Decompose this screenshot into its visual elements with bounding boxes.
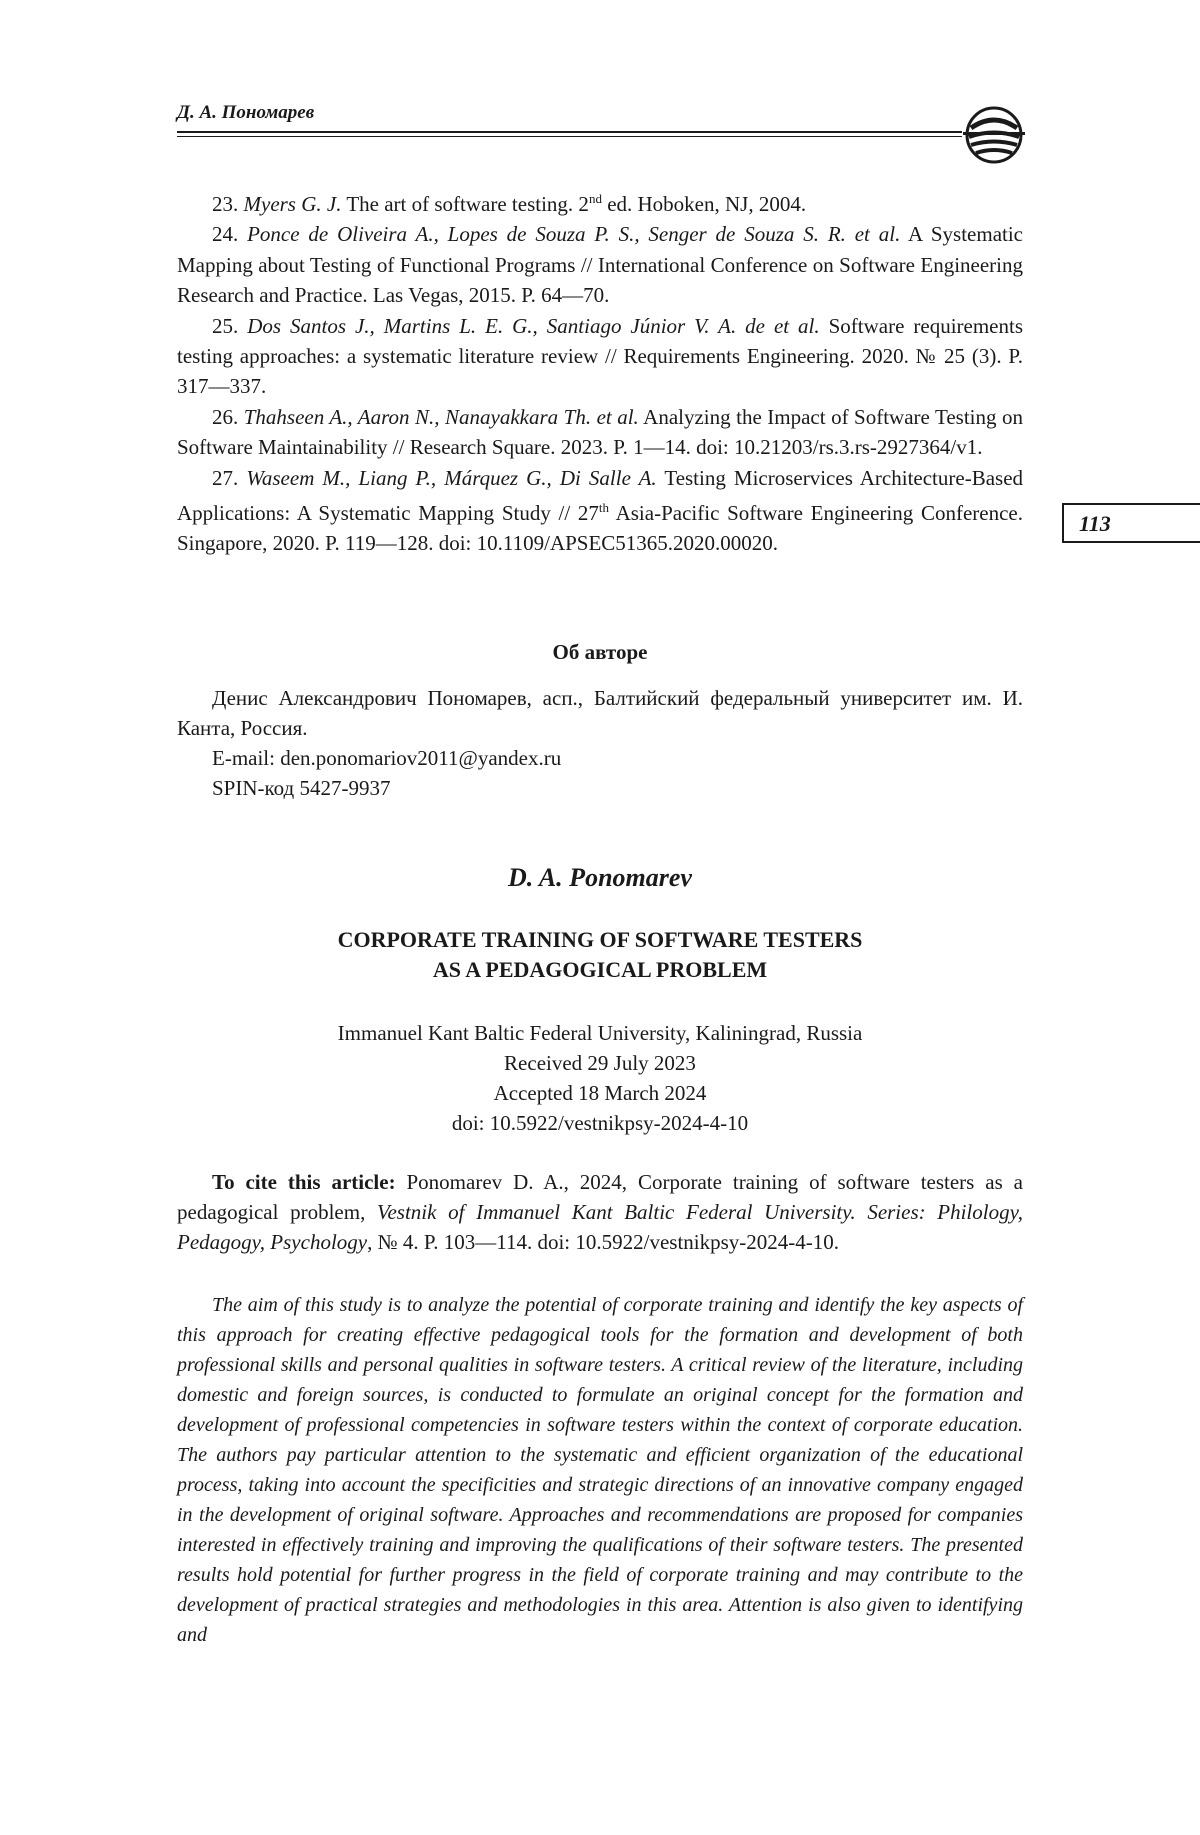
reference-text: Software requirements testing approaches: a systematic literature review // Requirements Engineering. 2020. № 25 (3). P. 317—337. bbox=[177, 313, 1024, 399]
page-number-box bbox=[1062, 503, 1200, 543]
reference-text-continued: Asia-Pacific Software Engineering Conference. Singapore, 2020. P. 119—128. doi: 10.1109/APSEC51365.2020.00020. bbox=[177, 501, 1023, 556]
reference-authors: Dos Santos J., Martins L. E. G., Santiago Júnior V. A. de et al. bbox=[247, 313, 820, 338]
reference-text: Testing Microservices Architecture-Based Applications: A Systematic Mapping Study // 27 bbox=[177, 465, 1024, 526]
header-rule-thick bbox=[177, 131, 962, 133]
reference-text: Analyzing the Impact of Software Testing on Software Maintainability // Research Square. 2023. P. 1—14. doi: 10.21203/rs.3.rs-2927364/v1. bbox=[177, 404, 1023, 460]
received-date: Received 29 July 2023 bbox=[504, 1051, 696, 1075]
article-meta bbox=[177, 1018, 1023, 1138]
reference-item bbox=[177, 311, 1023, 402]
citation-journal: Vestnik of Immanuel Kant Baltic Federal University. Series: Philology, Pedagogy, Psychology bbox=[177, 1200, 1024, 1254]
reference-list bbox=[177, 184, 1023, 559]
reference-authors: Thahseen A., Aaron N., Nanayakkara Th. et al. bbox=[243, 404, 639, 429]
about-author-heading: Об авторе bbox=[552, 640, 648, 664]
reference-authors: Myers G. J. bbox=[243, 192, 342, 216]
header-rule-thin bbox=[177, 136, 962, 137]
journal-logo-icon bbox=[963, 104, 1025, 166]
accepted-date: Accepted 18 March 2024 bbox=[493, 1081, 707, 1105]
citation bbox=[177, 1167, 1023, 1257]
reference-item bbox=[177, 184, 1023, 219]
about-author-body bbox=[177, 683, 1023, 803]
running-header bbox=[177, 102, 962, 136]
english-title bbox=[177, 925, 1023, 985]
citation-text-2: , № 4. P. 103—114. doi: 10.5922/vestnikpsy-2024-4-10. bbox=[367, 1230, 840, 1254]
reference-superscript: th bbox=[598, 500, 610, 516]
reference-item bbox=[177, 463, 1023, 559]
author-email: E-mail: den.ponomariov2011@yandex.ru bbox=[212, 746, 562, 770]
affiliation: Immanuel Kant Baltic Federal University, Kaliningrad, Russia bbox=[337, 1021, 863, 1045]
reference-number: 27. bbox=[212, 465, 239, 490]
reference-number: 26. bbox=[212, 404, 239, 429]
english-title-line-2: AS A PEDAGOGICAL PROBLEM bbox=[432, 957, 768, 982]
reference-text: The art of software testing. 2 bbox=[341, 192, 589, 216]
article-doi: doi: 10.5922/vestnikpsy-2024-4-10 bbox=[451, 1111, 749, 1135]
english-author: D. A. Ponomarev bbox=[508, 863, 692, 892]
reference-authors: Ponce de Oliveira A., Lopes de Souza P. S., Senger de Souza S. R. et al. bbox=[247, 222, 901, 247]
english-title-line-1: CORPORATE TRAINING OF SOFTWARE TESTERS bbox=[337, 927, 863, 952]
reference-number: 23. bbox=[212, 192, 239, 216]
reference-number: 25. bbox=[212, 313, 239, 338]
reference-text-continued: ed. Hoboken, NJ, 2004. bbox=[601, 192, 807, 216]
citation-label: To cite this article: bbox=[212, 1170, 396, 1194]
author-name-line: Денис Александрович Пономарев, асп., Балтийский федеральный университет им. И. Канта, Россия. bbox=[177, 686, 1023, 740]
reference-item bbox=[177, 219, 1023, 310]
reference-number: 24. bbox=[212, 222, 239, 247]
reference-authors: Waseem M., Liang P., Márquez G., Di Salle A. bbox=[246, 465, 657, 490]
abstract: The aim of this study is to analyze the potential of corporate training and identify the key aspects of this approach for creating effective pedagogical tools for the formation and development of both professional skills and personal qualities in software testers. A critical review of the literature, including domestic and foreign sources, is conducted to formulate an original concept for the formation and development of professional competencies in software testers within the context of corporate education. The authors pay particular attention to the systematic and efficient organization of the educational process, taking into account the specificities and strategic directions of an innovative company engaged in the development of original software. Approaches and recommendations are proposed for companies interested in effectively training and improving the qualifications of their software testers. The presented results hold potential for further progress in the field of corporate training and may contribute to the development of practical strategies and methodologies in this area. Attention is also given to identifying and bbox=[177, 1294, 1023, 1646]
reference-superscript: nd bbox=[588, 191, 602, 206]
reference-text: A Systematic Mapping about Testing of Functional Programs // International Conference on Software Engineering Research and Practice. Las Vegas, 2015. P. 64—70. bbox=[177, 222, 1024, 308]
citation-text-1: Ponomarev D. A., 2024, Corporate training of software testers as a pedagogical problem, bbox=[177, 1170, 1023, 1224]
page-number: 113 bbox=[1079, 511, 1111, 536]
running-header-author: Д. А. Пономарев bbox=[177, 102, 315, 123]
reference-item bbox=[177, 402, 1023, 463]
author-spin: SPIN-код 5427-9937 bbox=[212, 776, 391, 800]
